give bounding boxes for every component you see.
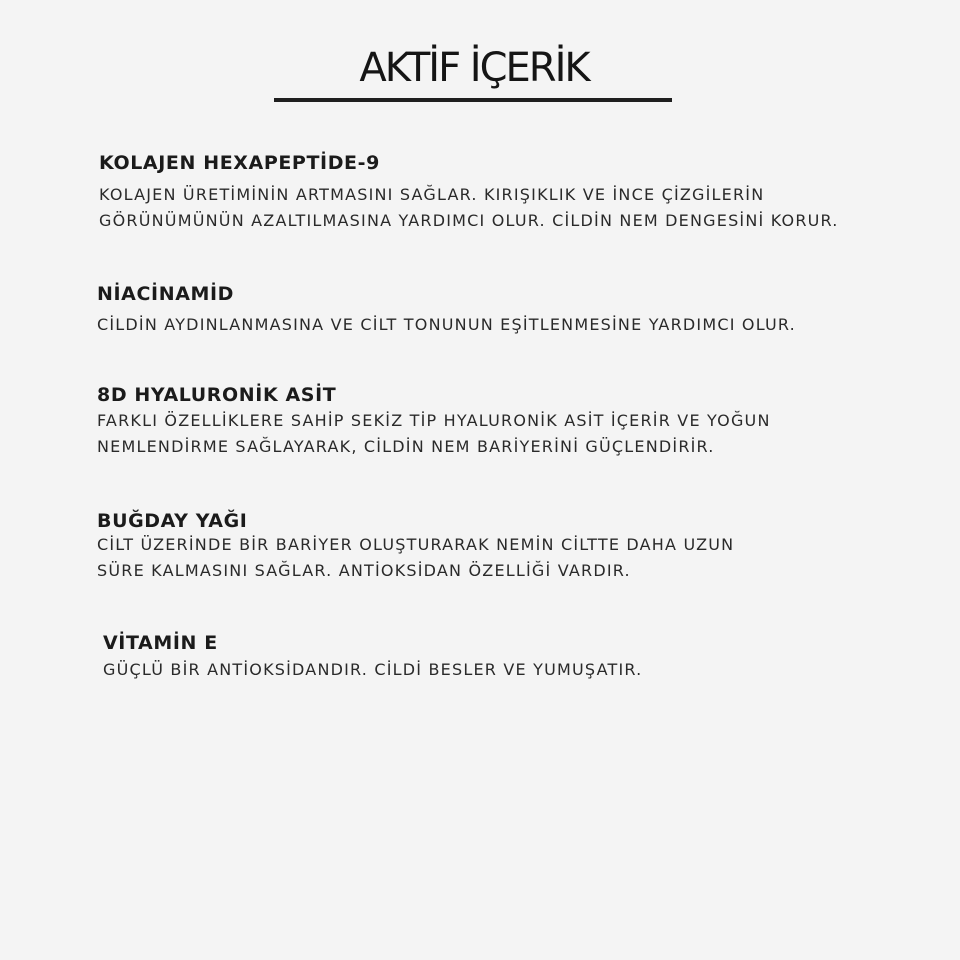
page-title: AKTİF İÇERİK [359,45,589,91]
ingredient-heading: BUĞDAY YAĞI [97,510,248,532]
description-line: CİLDİN AYDINLANMASINA VE CİLT TONUNUN EŞİTLENMESİNE YARDIMCI OLUR. [97,315,796,334]
ingredient-section-bugday [97,508,734,584]
ingredient-section-niacinamid [97,281,796,338]
ingredient-heading: VİTAMİN E [103,632,218,654]
ingredient-description [99,182,839,234]
description-line: CİLT ÜZERİNDE BİR BARİYER OLUŞTURARAK NEMİN CİLTTE DAHA UZUN [97,535,735,554]
description-line: NEMLENDİRME SAĞLAYARAK, CİLDİN NEM BARİYERİNİ GÜÇLENDİRİR. [97,437,715,456]
ingredient-heading: KOLAJEN HEXAPEPTİDE-9 [99,152,380,174]
description-line: GÖRÜNÜMÜNÜN AZALTILMASINA YARDIMCI OLUR. CİLDİN NEM DENGESİNİ KORUR. [99,211,839,230]
ingredient-description [97,312,796,338]
title-underline [274,98,672,102]
ingredient-section-vitamin-e [103,630,642,683]
ingredient-description [97,532,734,584]
ingredient-section-hyaluronik [97,382,771,460]
ingredient-description [103,657,642,683]
description-line: GÜÇLÜ BİR ANTİOKSİDANDIR. CİLDİ BESLER VE YUMUŞATIR. [103,660,643,679]
ingredient-heading: NİACİNAMİD [97,283,235,305]
ingredient-section-kolajen [99,150,839,234]
description-line: KOLAJEN ÜRETİMİNİN ARTMASINI SAĞLAR. KIRIŞIKLIK VE İNCE ÇİZGİLERİN [99,185,765,204]
ingredient-description [97,408,771,460]
description-line: SÜRE KALMASINI SAĞLAR. ANTİOKSİDAN ÖZELLİĞİ VARDIR. [97,561,631,580]
ingredient-heading: 8D HYALURONİK ASİT [97,384,337,406]
description-line: FARKLI ÖZELLİKLERE SAHİP SEKİZ TİP HYALURONİK ASİT İÇERİR VE YOĞUN [97,411,771,430]
